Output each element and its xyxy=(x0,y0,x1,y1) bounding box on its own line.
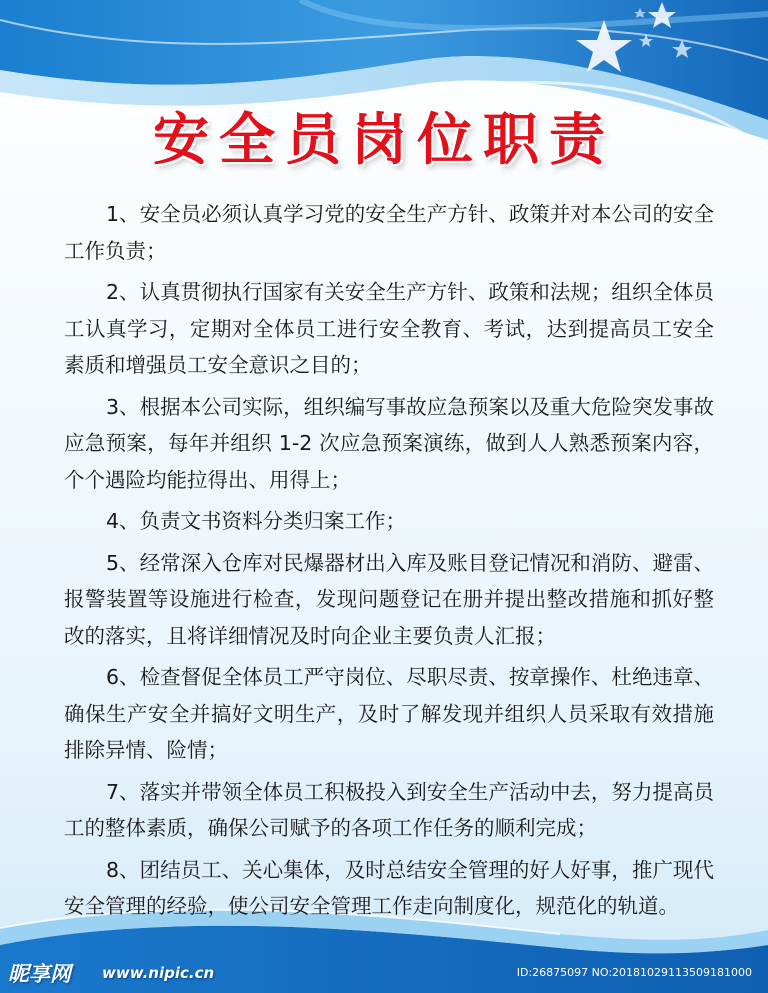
watermark-id: ID:26875097 NO:20181029113509181000 xyxy=(516,966,752,979)
star-icon xyxy=(576,20,632,72)
list-item: 6、检查督促全体员工严守岗位、尽职尽责、按章操作、杜绝违章、确保生产安全并搞好文明生产，及时了解发现并组织人员采取有效措施排除异情、险情； xyxy=(64,665,714,762)
watermark-url: www.nipic.cn xyxy=(102,964,215,982)
list-item: 1、安全员必须认真学习党的安全生产方针、政策并对本公司的安全工作负责； xyxy=(64,202,714,263)
list-item: 8、团结员工、关心集体，及时总结安全管理的好人好事，推广现代安全管理的经验，使公司安全管理工作走向制度化，规范化的轨道。 xyxy=(64,857,714,918)
duty-list xyxy=(64,196,714,930)
list-item: 7、落实并带领全体员工积极投入到安全生产活动中去，努力提高员工的整体素质，确保公司赋予的各项工作任务的顺利完成； xyxy=(64,779,714,840)
star-icon xyxy=(672,40,692,58)
list-item: 2、认真贯彻执行国家有关安全生产方针、政策和法规；组织全体员工认真学习，定期对全体员工进行安全教育、考试，达到提高员工安全素质和增强员工安全意识之目的； xyxy=(64,280,714,377)
watermark-logo: 昵享网 xyxy=(8,962,71,986)
list-item: 4、负责文书资料分类归案工作； xyxy=(106,509,407,533)
star-icon xyxy=(634,8,646,18)
page-title: 安全员岗位职责 xyxy=(153,108,615,173)
list-item: 3、根据本公司实际，组织编写事故应急预案以及重大危险突发事故应急预案，每年并组织 1-2 次应急预案演练，做到人人熟悉预案内容，个个遇险均能拉得出、用得上； xyxy=(64,394,714,492)
star-icon xyxy=(648,2,676,28)
list-item: 5、经常深入仓库对民爆器材出入库及账目登记情况和消防、避雷、报警装置等设施进行检查，发现问题登记在册并提出整改措施和抓好整改的落实，且将详细情况及时向企业主要负责人汇报； xyxy=(64,550,714,648)
star-icon xyxy=(639,34,653,47)
